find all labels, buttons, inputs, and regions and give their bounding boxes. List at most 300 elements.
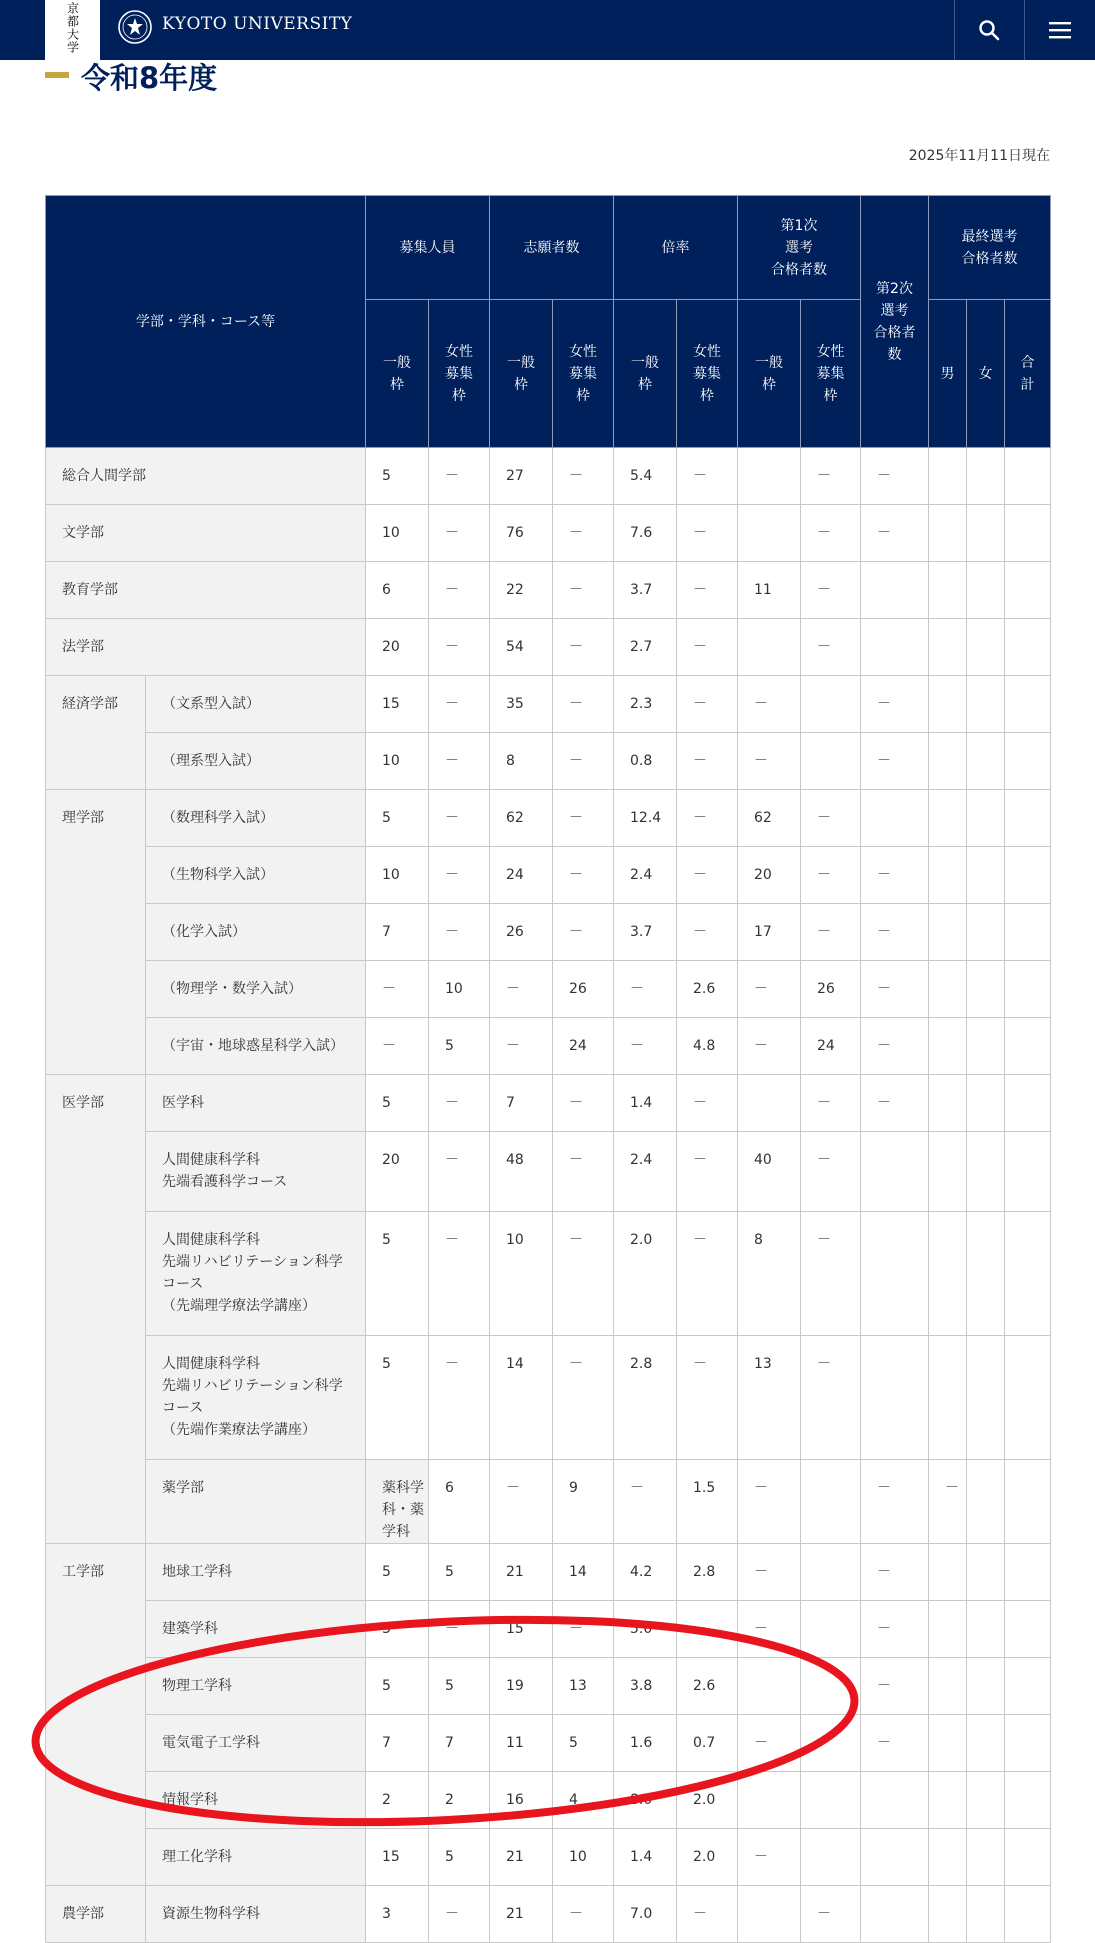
recruit-general-cell: 15 bbox=[366, 676, 429, 733]
recruit-female-cell: － bbox=[429, 448, 490, 505]
header-applicants: 志願者数 bbox=[490, 196, 614, 300]
ratio-female-cell: 2.0 bbox=[677, 1772, 738, 1829]
recruit-female-cell: － bbox=[429, 733, 490, 790]
table-row bbox=[46, 448, 1051, 505]
final-male-cell bbox=[929, 562, 967, 619]
recruit-female-cell: 7 bbox=[429, 1715, 490, 1772]
applicants-female-cell: － bbox=[614, 1460, 677, 1544]
first-pass-female-cell bbox=[801, 1715, 861, 1772]
ratio-female-cell: － bbox=[677, 1886, 738, 1943]
final-total-cell bbox=[1005, 1886, 1051, 1943]
first-pass-general-cell: － bbox=[738, 961, 801, 1018]
final-female-cell bbox=[967, 505, 1005, 562]
recruit-general-cell: 20 bbox=[366, 1132, 429, 1212]
ratio-general-cell: 3.7 bbox=[614, 562, 677, 619]
final-male-cell bbox=[929, 1829, 967, 1886]
first-pass-female-cell: － bbox=[801, 505, 861, 562]
department-cell: 人間健康科学科 先端リハビリテーション科学 コース （先端作業療法学講座） bbox=[146, 1336, 366, 1460]
recruit-general-cell: 20 bbox=[366, 619, 429, 676]
second-pass-cell bbox=[861, 790, 929, 847]
department-cell: （宇宙・地球惑星科学入試） bbox=[146, 1018, 366, 1075]
table-row bbox=[46, 1336, 1051, 1460]
first-pass-general-cell bbox=[738, 448, 801, 505]
ratio-female-cell: － bbox=[738, 1460, 801, 1544]
recruit-general-cell: 15 bbox=[366, 1829, 429, 1886]
first-pass-general-cell bbox=[738, 1658, 801, 1715]
table-row bbox=[46, 1658, 1051, 1715]
ratio-general-cell: 1.6 bbox=[614, 1715, 677, 1772]
ratio-general-cell: 2.3 bbox=[614, 676, 677, 733]
applicants-general-cell: 19 bbox=[490, 1658, 553, 1715]
ratio-female-cell: － bbox=[677, 1601, 738, 1658]
hamburger-menu-icon bbox=[1048, 20, 1072, 40]
second-pass-cell bbox=[861, 562, 929, 619]
ratio-general-cell: 12.4 bbox=[614, 790, 677, 847]
final-female-cell bbox=[967, 1212, 1005, 1336]
final-female-cell bbox=[967, 1336, 1005, 1460]
final-total-cell bbox=[1005, 790, 1051, 847]
final-female-cell bbox=[967, 1658, 1005, 1715]
final-total-cell bbox=[1005, 505, 1051, 562]
first-pass-general-cell: 62 bbox=[738, 790, 801, 847]
applicants-general-cell: 27 bbox=[490, 448, 553, 505]
faculty-cell: 工学部 bbox=[46, 1544, 146, 1886]
recruit-female-cell: － bbox=[429, 1075, 490, 1132]
ratio-female-cell: － bbox=[677, 1212, 738, 1336]
ratio-female-cell: － bbox=[677, 733, 738, 790]
final-female-cell bbox=[967, 1018, 1005, 1075]
table-row bbox=[46, 1212, 1051, 1336]
first-pass-female-cell: － bbox=[801, 1132, 861, 1212]
applicants-general-cell: 10 bbox=[490, 1212, 553, 1336]
first-pass-female-cell: － bbox=[801, 562, 861, 619]
recruit-general-cell: 5 bbox=[366, 790, 429, 847]
second-pass-cell: － bbox=[861, 961, 929, 1018]
first-pass-female-cell: － bbox=[801, 1075, 861, 1132]
header-female: 女性 募集 枠 bbox=[429, 300, 490, 448]
department-cell: 人間健康科学科 先端リハビリテーション科学 コース （先端理学療法学講座） bbox=[146, 1212, 366, 1336]
department-cell: （数理科学入試） bbox=[146, 790, 366, 847]
applicants-general-cell: 15 bbox=[490, 1601, 553, 1658]
ratio-female-cell: － bbox=[677, 1075, 738, 1132]
recruit-female-cell: － bbox=[429, 1601, 490, 1658]
applicants-general-cell: 21 bbox=[490, 1829, 553, 1886]
first-pass-female-cell: － bbox=[801, 448, 861, 505]
department-cell: （理系型入試） bbox=[146, 733, 366, 790]
department-cell: 理工化学科 bbox=[146, 1829, 366, 1886]
final-male-cell bbox=[929, 1132, 967, 1212]
applicants-female-cell: － bbox=[553, 1886, 614, 1943]
second-pass-cell: － bbox=[861, 1018, 929, 1075]
ratio-female-cell: 0.7 bbox=[677, 1715, 738, 1772]
final-male-cell bbox=[929, 1075, 967, 1132]
recruit-female-cell: － bbox=[429, 904, 490, 961]
first-pass-female-cell: 26 bbox=[801, 961, 861, 1018]
final-female-cell bbox=[967, 1715, 1005, 1772]
recruit-general-cell: 7 bbox=[366, 1715, 429, 1772]
header-total: 合 計 bbox=[1005, 300, 1051, 448]
header-female: 女性 募集 枠 bbox=[553, 300, 614, 448]
ratio-general-cell: 2.4 bbox=[614, 1132, 677, 1212]
faculty-cell: 経済学部 bbox=[46, 676, 146, 790]
table-row bbox=[46, 733, 1051, 790]
applicants-female-cell: － bbox=[553, 904, 614, 961]
header-ratio: 倍率 bbox=[614, 196, 738, 300]
as-of-date: 2025年11月11日現在 bbox=[908, 148, 1050, 164]
ratio-female-cell: － bbox=[677, 790, 738, 847]
ratio-female-cell: － bbox=[677, 448, 738, 505]
ratio-female-cell: 2.6 bbox=[677, 1658, 738, 1715]
table-row bbox=[46, 847, 1051, 904]
applicants-female-cell: － bbox=[553, 1601, 614, 1658]
first-pass-female-cell bbox=[801, 1658, 861, 1715]
final-male-cell bbox=[929, 1658, 967, 1715]
header-department: 学部・学科・コース等 bbox=[46, 196, 366, 448]
recruit-female-cell: － bbox=[429, 1336, 490, 1460]
final-male-cell bbox=[929, 619, 967, 676]
recruit-female-cell: － bbox=[429, 676, 490, 733]
first-pass-general-cell bbox=[738, 619, 801, 676]
header-first-pass: 第1次 選考 合格者数 bbox=[738, 196, 861, 300]
applicants-female-cell: － bbox=[553, 1212, 614, 1336]
final-total-cell bbox=[1005, 1336, 1051, 1460]
final-total-cell bbox=[1005, 1772, 1051, 1829]
applicants-general-cell: 76 bbox=[490, 505, 553, 562]
department-cell: （生物科学入試） bbox=[146, 847, 366, 904]
final-male-cell bbox=[929, 961, 967, 1018]
final-total-cell bbox=[1005, 1212, 1051, 1336]
ratio-general-cell: － bbox=[614, 1018, 677, 1075]
recruit-general-cell: 6 bbox=[366, 562, 429, 619]
ratio-general-cell: 2.0 bbox=[614, 1212, 677, 1336]
final-total-cell bbox=[1005, 733, 1051, 790]
ratio-female-cell: 2.0 bbox=[677, 1829, 738, 1886]
final-male-cell bbox=[929, 790, 967, 847]
applicants-female-cell: － bbox=[553, 1132, 614, 1212]
recruit-female-cell: － bbox=[429, 1886, 490, 1943]
department-cell: 薬科学科・薬学科 bbox=[366, 1460, 429, 1544]
applicants-female-cell: 4 bbox=[553, 1772, 614, 1829]
first-pass-female-cell bbox=[801, 1829, 861, 1886]
recruit-female-cell: 10 bbox=[429, 961, 490, 1018]
second-pass-cell: － bbox=[861, 676, 929, 733]
admissions-results-table bbox=[45, 195, 1051, 1943]
first-pass-female-cell bbox=[801, 1544, 861, 1601]
applicants-female-cell: － bbox=[553, 619, 614, 676]
table-row bbox=[46, 1886, 1051, 1943]
second-pass-cell: － bbox=[861, 448, 929, 505]
header-female: 女性 募集 枠 bbox=[677, 300, 738, 448]
recruit-general-cell: 5 bbox=[366, 448, 429, 505]
recruit-female-cell: 2 bbox=[429, 1772, 490, 1829]
recruit-general-cell: － bbox=[366, 961, 429, 1018]
first-pass-general-cell bbox=[738, 1772, 801, 1829]
final-total-cell bbox=[1005, 448, 1051, 505]
applicants-female-cell: － bbox=[553, 448, 614, 505]
final-total-cell bbox=[1005, 619, 1051, 676]
final-male-cell bbox=[929, 1018, 967, 1075]
recruit-female-cell: － bbox=[429, 847, 490, 904]
first-pass-general-cell: 13 bbox=[738, 1336, 801, 1460]
applicants-female-cell: 24 bbox=[553, 1018, 614, 1075]
applicants-general-cell: 35 bbox=[490, 676, 553, 733]
search-icon bbox=[977, 18, 1001, 42]
recruit-general-cell: 10 bbox=[366, 847, 429, 904]
faculty-cell: 総合人間学部 bbox=[46, 448, 366, 505]
ratio-general-cell: 1.4 bbox=[614, 1075, 677, 1132]
ratio-female-cell: － bbox=[677, 562, 738, 619]
table-row bbox=[46, 1460, 1051, 1544]
university-emblem-icon[interactable] bbox=[117, 9, 153, 45]
table-row bbox=[46, 505, 1051, 562]
applicants-female-cell: － bbox=[553, 676, 614, 733]
final-female-cell bbox=[967, 676, 1005, 733]
header-final-pass: 最終選考 合格者数 bbox=[929, 196, 1051, 300]
applicants-general-cell: 7 bbox=[490, 1075, 553, 1132]
ratio-general-cell: 3.7 bbox=[614, 904, 677, 961]
table-row bbox=[46, 904, 1051, 961]
second-pass-cell: － bbox=[861, 1601, 929, 1658]
faculty-cell: 農学部 bbox=[46, 1886, 146, 1943]
applicants-female-cell: － bbox=[553, 1075, 614, 1132]
header-general: 一般 枠 bbox=[366, 300, 429, 448]
applicants-general-cell: 48 bbox=[490, 1132, 553, 1212]
ratio-female-cell: － bbox=[677, 505, 738, 562]
recruit-general-cell: 6 bbox=[429, 1460, 490, 1544]
recruit-female-cell: 5 bbox=[429, 1829, 490, 1886]
ratio-general-cell: 2.7 bbox=[614, 619, 677, 676]
first-pass-general-cell: － bbox=[738, 1715, 801, 1772]
final-total-cell bbox=[1005, 1601, 1051, 1658]
final-female-cell bbox=[967, 1772, 1005, 1829]
header-recruit: 募集人員 bbox=[366, 196, 490, 300]
first-pass-general-cell: 20 bbox=[738, 847, 801, 904]
second-pass-cell bbox=[861, 1132, 929, 1212]
recruit-general-cell: 5 bbox=[366, 1075, 429, 1132]
first-pass-general-cell: － bbox=[738, 1544, 801, 1601]
table-row bbox=[46, 619, 1051, 676]
recruit-general-cell: 5 bbox=[366, 1544, 429, 1601]
department-cell: （文系型入試） bbox=[146, 676, 366, 733]
faculty-cell: 薬学部 bbox=[146, 1460, 366, 1544]
final-male-cell bbox=[929, 847, 967, 904]
applicants-female-cell: － bbox=[553, 505, 614, 562]
applicants-female-cell: － bbox=[553, 790, 614, 847]
final-total-cell bbox=[1005, 1018, 1051, 1075]
first-pass-general-cell bbox=[738, 1886, 801, 1943]
recruit-general-cell: 10 bbox=[366, 505, 429, 562]
table-row bbox=[46, 1772, 1051, 1829]
title-accent-bar bbox=[45, 72, 69, 78]
table-row bbox=[46, 961, 1051, 1018]
final-male-cell bbox=[967, 1460, 1005, 1544]
final-total-cell bbox=[1005, 904, 1051, 961]
final-male-cell bbox=[929, 1544, 967, 1601]
final-male-cell bbox=[929, 733, 967, 790]
final-male-cell bbox=[929, 505, 967, 562]
applicants-female-cell: － bbox=[553, 1336, 614, 1460]
first-pass-female-cell: － bbox=[861, 1460, 929, 1544]
header-male: 男 bbox=[929, 300, 967, 448]
second-pass-cell bbox=[861, 619, 929, 676]
department-cell: （化学入試） bbox=[146, 904, 366, 961]
ratio-female-cell: － bbox=[677, 1336, 738, 1460]
ratio-female-cell: － bbox=[677, 676, 738, 733]
first-pass-general-cell: － bbox=[738, 1601, 801, 1658]
final-female-cell bbox=[967, 847, 1005, 904]
ratio-general-cell: 8.0 bbox=[614, 1772, 677, 1829]
applicants-female-cell: － bbox=[553, 562, 614, 619]
final-total-cell bbox=[1005, 1544, 1051, 1601]
second-pass-cell: － bbox=[861, 505, 929, 562]
final-female-cell bbox=[1005, 1460, 1051, 1544]
faculty-cell: 法学部 bbox=[46, 619, 366, 676]
ratio-female-cell: 2.8 bbox=[677, 1544, 738, 1601]
recruit-general-cell: 2 bbox=[366, 1772, 429, 1829]
first-pass-female-cell bbox=[801, 1772, 861, 1829]
table-row bbox=[46, 1544, 1051, 1601]
ratio-female-cell: － bbox=[677, 619, 738, 676]
recruit-general-cell: 5 bbox=[366, 1336, 429, 1460]
final-total-cell bbox=[1005, 961, 1051, 1018]
department-cell: 医学科 bbox=[146, 1075, 366, 1132]
final-male-cell bbox=[929, 1336, 967, 1460]
header-female: 女性 募集 枠 bbox=[801, 300, 861, 448]
site-header bbox=[0, 0, 1095, 60]
first-pass-general-cell: 8 bbox=[738, 1212, 801, 1336]
applicants-general-cell: 26 bbox=[490, 904, 553, 961]
ratio-female-cell: 4.8 bbox=[677, 1018, 738, 1075]
second-pass-cell: － bbox=[861, 733, 929, 790]
page-title: 令和8年度 bbox=[81, 61, 218, 95]
recruit-female-cell: － bbox=[429, 505, 490, 562]
header-general: 一般 枠 bbox=[490, 300, 553, 448]
university-name[interactable]: KYOTO UNIVERSITY bbox=[162, 14, 353, 34]
table-row bbox=[46, 1132, 1051, 1212]
applicants-general-cell: 62 bbox=[490, 790, 553, 847]
first-pass-female-cell: － bbox=[801, 847, 861, 904]
final-female-cell bbox=[967, 448, 1005, 505]
final-total-cell bbox=[1005, 676, 1051, 733]
final-female-cell bbox=[967, 1601, 1005, 1658]
faculty-cell: 教育学部 bbox=[46, 562, 366, 619]
first-pass-female-cell: － bbox=[801, 619, 861, 676]
final-female-cell bbox=[967, 562, 1005, 619]
second-pass-cell: － bbox=[861, 1544, 929, 1601]
applicants-general-cell: 21 bbox=[490, 1544, 553, 1601]
ratio-general-cell: 3.8 bbox=[614, 1658, 677, 1715]
final-male-cell bbox=[929, 1886, 967, 1943]
department-cell: 電気電子工学科 bbox=[146, 1715, 366, 1772]
recruit-female-cell: 5 bbox=[429, 1018, 490, 1075]
final-male-cell bbox=[929, 676, 967, 733]
table-row bbox=[46, 1601, 1051, 1658]
table-row bbox=[46, 1829, 1051, 1886]
recruit-female-cell: 5 bbox=[429, 1544, 490, 1601]
first-pass-general-cell: 40 bbox=[738, 1132, 801, 1212]
ratio-general-cell: 5.4 bbox=[614, 448, 677, 505]
second-pass-cell: － bbox=[861, 904, 929, 961]
final-female-cell bbox=[967, 619, 1005, 676]
table-row bbox=[46, 790, 1051, 847]
second-pass-cell bbox=[861, 1829, 929, 1886]
applicants-female-cell: 26 bbox=[553, 961, 614, 1018]
first-pass-female-cell: － bbox=[801, 1336, 861, 1460]
ratio-general-cell: 2.4 bbox=[614, 847, 677, 904]
final-total-cell bbox=[1005, 847, 1051, 904]
department-cell: 物理工学科 bbox=[146, 1658, 366, 1715]
first-pass-female-cell: － bbox=[801, 790, 861, 847]
recruit-female-cell: － bbox=[429, 1132, 490, 1212]
ratio-female-cell: － bbox=[677, 847, 738, 904]
search-button[interactable] bbox=[954, 0, 1024, 60]
recruit-general-cell: 5 bbox=[366, 1658, 429, 1715]
recruit-female-cell: － bbox=[429, 562, 490, 619]
first-pass-general-cell bbox=[738, 505, 801, 562]
applicants-general-cell: 22 bbox=[490, 562, 553, 619]
applicants-general-cell: 11 bbox=[490, 1715, 553, 1772]
recruit-general-cell: 7 bbox=[366, 904, 429, 961]
applicants-female-cell: － bbox=[553, 847, 614, 904]
applicants-female-cell: － bbox=[553, 733, 614, 790]
final-male-cell bbox=[929, 1601, 967, 1658]
applicants-female-cell: 13 bbox=[553, 1658, 614, 1715]
second-pass-cell: － bbox=[861, 1658, 929, 1715]
final-female-cell bbox=[967, 1886, 1005, 1943]
ratio-general-cell: 5.0 bbox=[614, 1601, 677, 1658]
final-male-cell bbox=[929, 1772, 967, 1829]
applicants-general-cell: 54 bbox=[490, 619, 553, 676]
applicants-general-cell: 16 bbox=[490, 1772, 553, 1829]
second-pass-cell bbox=[861, 1336, 929, 1460]
final-female-cell bbox=[967, 1544, 1005, 1601]
first-pass-general-cell: － bbox=[738, 676, 801, 733]
final-male-cell bbox=[929, 1212, 967, 1336]
menu-button[interactable] bbox=[1025, 0, 1095, 60]
applicants-general-cell: － bbox=[490, 1018, 553, 1075]
department-cell: 資源生物科学科 bbox=[146, 1886, 366, 1943]
first-pass-female-cell: 24 bbox=[801, 1018, 861, 1075]
recruit-general-cell: 5 bbox=[366, 1212, 429, 1336]
kyoto-logo[interactable] bbox=[45, 0, 100, 60]
table-row bbox=[46, 562, 1051, 619]
applicants-general-cell: 14 bbox=[490, 1336, 553, 1460]
second-pass-cell bbox=[861, 1772, 929, 1829]
first-pass-general-cell: 11 bbox=[738, 562, 801, 619]
first-pass-female-cell: － bbox=[801, 904, 861, 961]
second-pass-cell bbox=[861, 1212, 929, 1336]
recruit-general-cell: 10 bbox=[366, 733, 429, 790]
department-cell: 情報学科 bbox=[146, 1772, 366, 1829]
final-male-cell bbox=[929, 904, 967, 961]
final-total-cell bbox=[1005, 1658, 1051, 1715]
final-total-cell bbox=[1005, 1829, 1051, 1886]
first-pass-female-cell: － bbox=[801, 1212, 861, 1336]
first-pass-female-cell bbox=[801, 733, 861, 790]
first-pass-general-cell: 17 bbox=[738, 904, 801, 961]
applicants-general-cell: 8 bbox=[490, 733, 553, 790]
applicants-general-cell: 9 bbox=[553, 1460, 614, 1544]
faculty-cell: 医学部 bbox=[46, 1075, 146, 1544]
final-female-cell bbox=[967, 904, 1005, 961]
table-row bbox=[46, 1018, 1051, 1075]
final-female-cell bbox=[967, 1075, 1005, 1132]
ratio-general-cell: 4.2 bbox=[614, 1544, 677, 1601]
recruit-female-cell: － bbox=[429, 790, 490, 847]
ratio-female-cell: － bbox=[677, 1132, 738, 1212]
ratio-female-cell: 2.6 bbox=[677, 961, 738, 1018]
second-pass-cell: － bbox=[861, 847, 929, 904]
